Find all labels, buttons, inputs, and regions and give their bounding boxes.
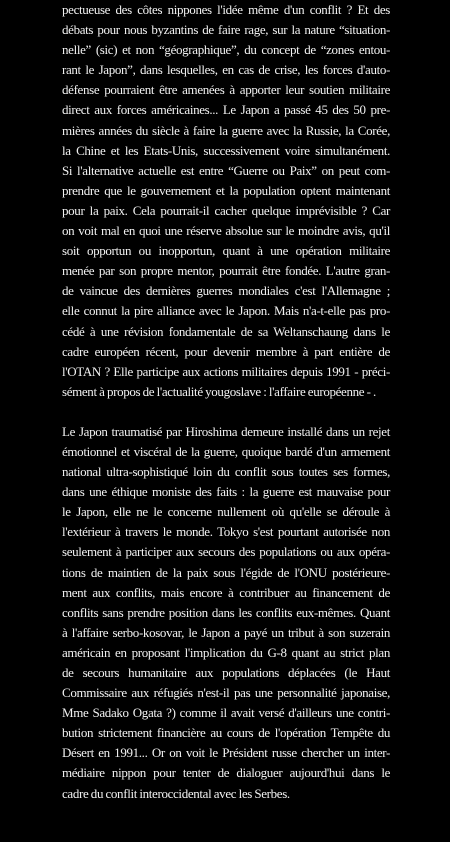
text-line: mières années du siècle à faire la guerre avec la Russie, la Corée,	[62, 122, 390, 138]
paragraph-gap	[62, 402, 390, 422]
text-line: sément à propos de l'actualité yougoslave : l'affaire européenne - .	[62, 383, 376, 399]
text-line: cédé à une révision fondamentale de sa Weltanschaung dans le	[62, 323, 390, 339]
text-line: à l'affaire serbo-kosovar, le Japon a payé un tribut à son suzerain	[62, 624, 390, 640]
text-line: pectueuse des côtes nippones l'idée même d'un conflit ? Et des	[62, 2, 390, 17]
text-line: national ultra-sophistiqué loin du conflit sous toutes ses formes,	[62, 464, 390, 480]
text-line: de secours humanitaire aux populations déplacées (le Haut	[62, 665, 390, 680]
text-line: ment aux conflits, mais encore à contribuer au financement de	[62, 584, 390, 600]
text-line: cadre européen récent, pour devenir membre à part entière de	[62, 343, 390, 359]
text-line: dans une éthique moniste des faits : la guerre est mauvaise pour	[62, 484, 390, 500]
text-line: Désert en 1991... Or on voit le Président russe chercher un inter-	[62, 745, 390, 761]
text-line: elle connut la pire alliance avec le Japon. Mais n'a-t-elle pas pro-	[62, 303, 390, 319]
text-line: bution strictement financière au cours de l'opération Tempête du	[62, 725, 390, 741]
text-line: la Chine et les Etats-Unis, successivement voire simultanément.	[62, 142, 390, 158]
text-line: l'extérieur à travers le monde. Tokyo s'est pourtant autorisée non	[62, 524, 390, 540]
text-line: Commissaire aux réfugiés n'est-il pas une personnalité japonaise,	[62, 685, 390, 701]
text-line: soit opportun ou inopportun, quant à une opération militaire	[62, 243, 390, 259]
text-column	[62, 0, 390, 804]
text-line: nelle” (sic) et non “géographique”, du concept de “zones entou-	[62, 42, 390, 58]
text-line: américain en proposant l'implication du G-8 quant au strict plan	[62, 644, 390, 660]
text-line: l'OTAN ? Elle participe aux actions militaires depuis 1991 - préci-	[62, 363, 390, 379]
text-line: émotionnel et viscéral de la guerre, quoique bardé d'un armement	[62, 443, 390, 459]
paragraph-1	[62, 0, 390, 402]
text-line: tions de maintien de la paix sous l'égide de l'ONU postérieure-	[62, 564, 390, 580]
text-line: conflits sans prendre position dans les conflits eux-mêmes. Quant	[62, 604, 390, 620]
text-line: menée par son propre mentor, pourrait être fondée. L'autre gran-	[62, 263, 390, 279]
text-line: pour la paix. Cela pourrait-il cacher quelque imprévisible ? Car	[62, 202, 390, 218]
text-line: cadre du conflit interoccidental avec les Serbes.	[62, 785, 290, 801]
text-line: Mme Sadako Ogata ?) comme il avait versé d'ailleurs une contri-	[62, 705, 390, 721]
text-line: débats pour nous byzantins de faire rage, sur la nature “situation-	[62, 22, 390, 38]
text-line: on voit mal en quoi une réserve absolue sur le moindre avis, qu'il	[62, 223, 390, 239]
text-line: Si l'alternative actuelle est entre “Guerre ou Paix” on peut com-	[62, 162, 390, 178]
text-line: Le Japon traumatisé par Hiroshima demeure installé dans un rejet	[62, 423, 390, 439]
text-line: rant le Japon”, dans lesquelles, en cas de crise, les forces d'auto-	[62, 62, 390, 78]
text-line: prendre que le gouvernement et la population optent maintenant	[62, 182, 390, 198]
text-line: médiaire nippon pour tenter de dialoguer aujourd'hui dans le	[62, 765, 390, 781]
text-line: de vaincue des dernières guerres mondiales c'est l'Allemagne ;	[62, 283, 390, 299]
text-line: le Japon, elle ne le concerne nullement où qu'elle se déroule à	[62, 504, 390, 520]
text-line: défense pourraient être amenées à apporter leur soutien militaire	[62, 82, 390, 98]
paragraph-2	[62, 422, 390, 804]
text-line: direct aux forces américaines... Le Japon a passé 45 des 50 pre-	[62, 102, 390, 118]
text-line: seulement à participer aux secours des populations ou aux opéra-	[62, 544, 390, 560]
